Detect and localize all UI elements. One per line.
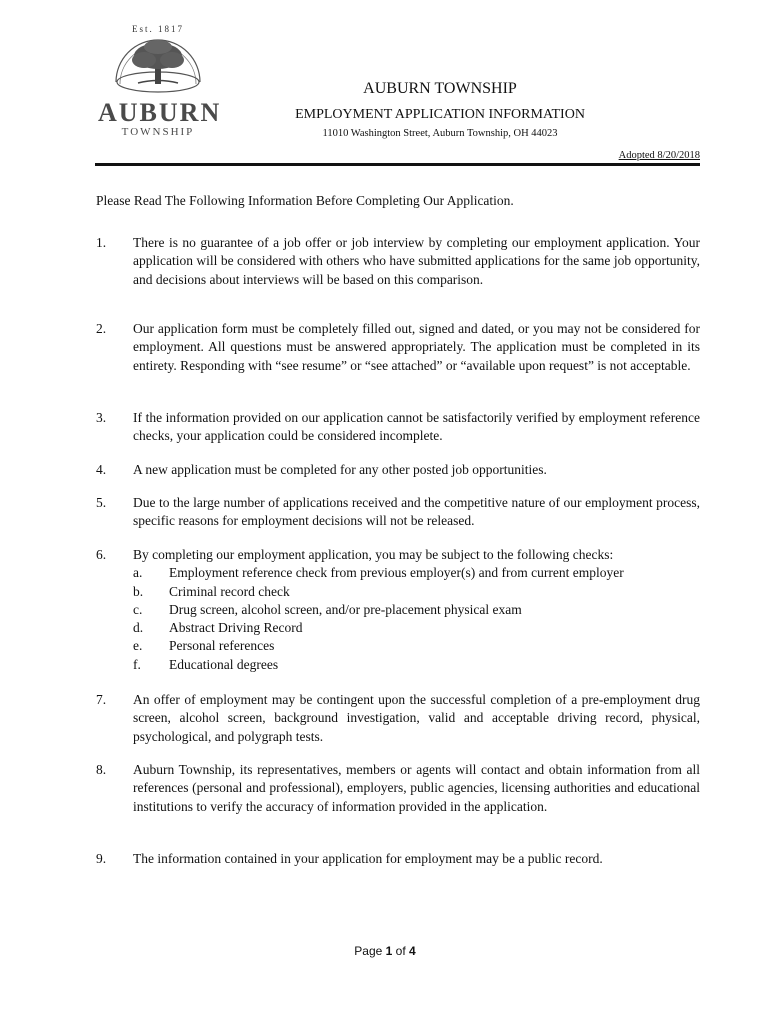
- item-text: The information contained in your application for employment may be a public record.: [133, 851, 603, 866]
- item-text: Due to the large number of applications received and the competitive nature of our employment process, specific reasons for employment decisions will not be released.: [133, 495, 700, 529]
- item-text: There is no guarantee of a job offer or job interview by completing our employment application. Your application will be considered with others who have submitted applications for the same job opportunity, and decisions about interviews will be based on this comparison.: [133, 235, 700, 287]
- sub-item-text: Educational degrees: [169, 656, 279, 672]
- page-subtitle: EMPLOYMENT APPLICATION INFORMATION: [295, 107, 585, 122]
- list-item: [96, 409, 700, 446]
- sub-item: [133, 601, 700, 619]
- sub-item-text: Abstract Driving Record: [169, 620, 303, 636]
- item-text: A new application must be completed for any other posted job opportunities.: [133, 462, 547, 477]
- address: 11010 Washington Street, Auburn Township, OH 44023: [322, 128, 558, 139]
- sub-item-letter: f.: [133, 656, 141, 672]
- sub-item: [133, 637, 700, 655]
- item-number: 1.: [96, 235, 107, 250]
- sub-list: [133, 564, 700, 674]
- sub-item-letter: c.: [133, 601, 143, 617]
- total-pages: 4: [409, 944, 416, 958]
- sub-item-letter: e.: [133, 638, 143, 654]
- sub-item: [133, 564, 700, 582]
- list-item: [96, 691, 700, 746]
- item-number: 9.: [96, 851, 107, 866]
- item-number: 7.: [96, 692, 107, 707]
- item-text: By completing our employment application, you may be subject to the following checks:: [133, 547, 614, 562]
- sub-item: [133, 583, 700, 601]
- logo-established: Est. 1817: [131, 24, 184, 34]
- sub-item-letter: d.: [133, 620, 144, 636]
- sub-item-text: Personal references: [169, 638, 275, 654]
- list-item: [96, 461, 700, 479]
- sub-item-letter: b.: [133, 583, 144, 599]
- sub-item: [133, 656, 700, 674]
- page-number: [0, 944, 770, 958]
- item-text: Our application form must be completely filled out, signed and dated, or you may not be considered for employment. All questions must be answered appropriately. The application must be completed in its entirety. Responding with “see resume” or “see attached” or “available upon request” is not acceptable.: [133, 321, 700, 373]
- item-number: 2.: [96, 321, 107, 336]
- item-number: 4.: [96, 462, 107, 477]
- auburn-township-logo: [98, 20, 222, 140]
- list-item: [96, 850, 700, 868]
- sub-item-text: Drug screen, alcohol screen, and/or pre-placement physical exam: [169, 601, 522, 617]
- sub-item-text: Criminal record check: [169, 583, 290, 599]
- page-label: Page: [354, 944, 383, 958]
- of-label: of: [395, 944, 406, 958]
- list-item: [96, 494, 700, 531]
- logo-name: AUBURN: [98, 98, 222, 127]
- list-item: [96, 234, 700, 289]
- sub-item: [133, 619, 700, 637]
- adopted-date: Adopted 8/20/2018: [618, 150, 700, 161]
- sub-item-letter: a.: [133, 565, 143, 581]
- item-text: If the information provided on our application cannot be satisfactorily verified by employment reference checks, your application could be considered incomplete.: [133, 410, 700, 444]
- sub-item-text: Employment reference check from previous employer(s) and from current employer: [169, 565, 624, 581]
- header-divider: [95, 163, 700, 166]
- item-number: 3.: [96, 410, 107, 425]
- logo-subname: TOWNSHIP: [121, 126, 195, 138]
- item-text: An offer of employment may be contingent upon the successful completion of a pre-employment drug screen, alcohol screen, background investigation, valid and acceptable driving record, physical, psychological, and polygraph tests.: [133, 692, 700, 744]
- intro-text: Please Read The Following Information Before Completing Our Application.: [96, 193, 514, 208]
- item-number: 5.: [96, 495, 107, 510]
- list-item: [96, 546, 700, 674]
- item-text: Auburn Township, its representatives, members or agents will contact and obtain information from all references (personal and professional), employers, public agencies, licensing authorities and educational institutions to verify the accuracy of information provided in the application.: [133, 762, 700, 814]
- page-title: AUBURN TOWNSHIP: [363, 80, 517, 97]
- item-number: 8.: [96, 762, 107, 777]
- current-page: 1: [385, 944, 393, 958]
- item-number: 6.: [96, 547, 107, 562]
- list-item: [96, 761, 700, 816]
- list-item: [96, 320, 700, 375]
